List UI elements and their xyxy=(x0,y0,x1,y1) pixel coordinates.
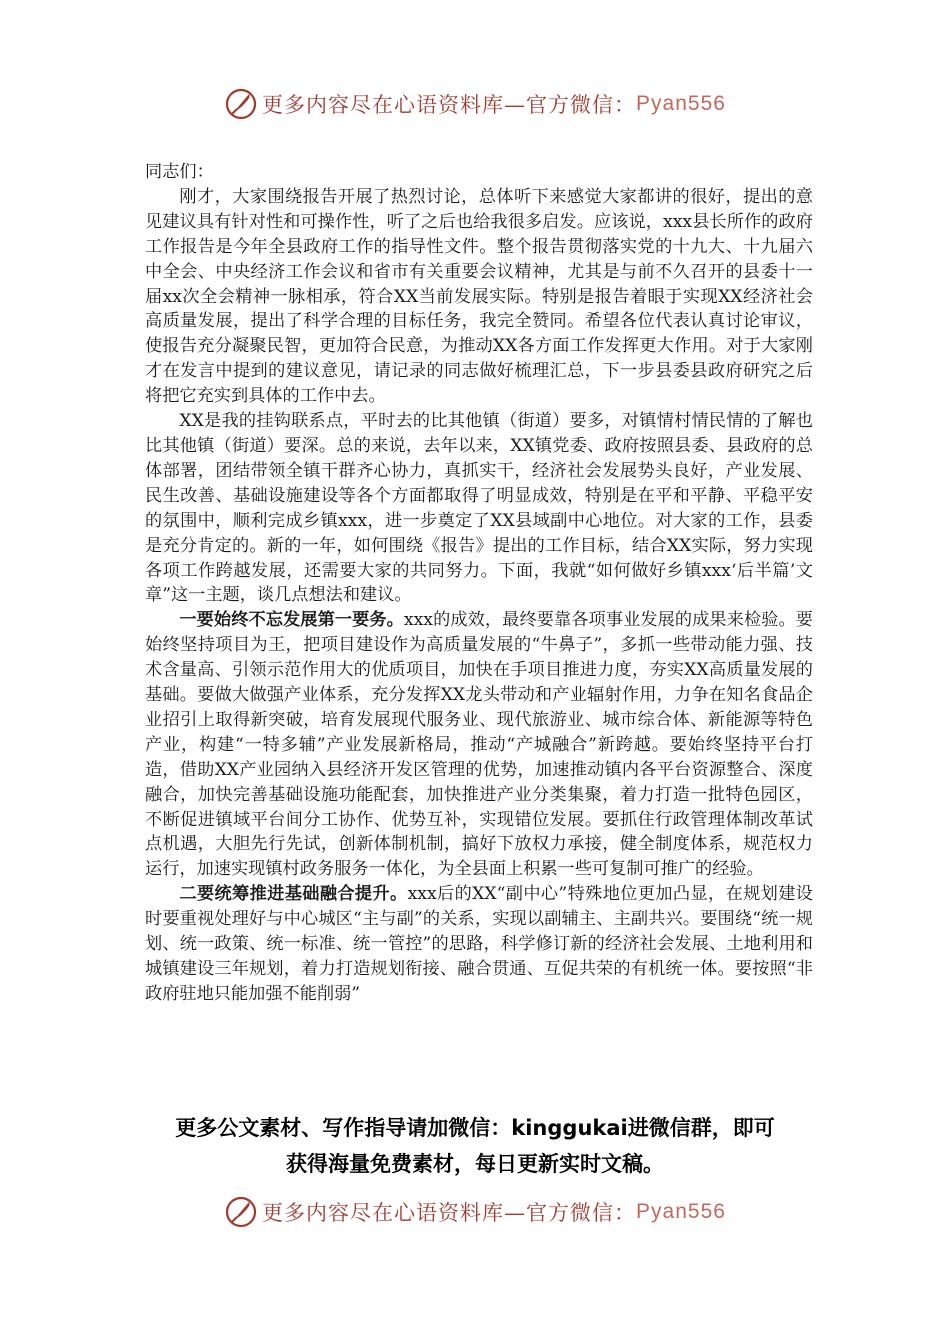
promo-line-2: 获得海量免费素材，每日更新实时文稿。 xyxy=(286,1152,664,1176)
footer-banner xyxy=(0,1192,950,1232)
quill-pen-logo-icon xyxy=(224,87,258,121)
footer-banner-text: 更多内容尽在心语资料库—官方微信： xyxy=(262,1201,637,1225)
paragraph-4 xyxy=(145,882,813,1007)
header-banner xyxy=(0,84,950,124)
paragraph-1 xyxy=(145,185,813,409)
header-wechat-id: Pyan556 xyxy=(636,92,726,115)
footer-wechat-id: Pyan556 xyxy=(636,1200,726,1223)
paragraph-4-heading: 二要统筹推进基础融合提升。 xyxy=(179,884,408,905)
promo-line-1: 更多公文素材、写作指导请加微信：kinggukai进微信群，即可 xyxy=(175,1116,775,1140)
header-banner-text: 更多内容尽在心语资料库—官方微信： xyxy=(262,93,637,117)
promo-notice xyxy=(120,1110,830,1182)
paragraph-1-text: 刚才，大家围绕报告开展了热烈讨论，总体听下来感觉大家都讲的很好，提出的意见建议具有针对性和可操作性，听了之后也给我很多启发。应该说，xxx县长所作的政府工作报告是今年全县政府工作的指导性文件。整个报告贯彻落实党的十九大、十九届六中全会、中央经济工作会议和省市有关重要会议精神，尤其是与前不久召开的县委十一届xx次全会精神一脉相承，符合XX当前发展实际。特别是报告着眼于实现XX经济社会高质量发展，提出了科学合理的目标任务，我完全赞同。希望各位代表认真讨论审议，使报告充分凝聚民智，更加符合民意，为推动XX各方面工作发挥更大作用。对于大家刚才在发言中提到的建议意见，请记录的同志做好梳理汇总，下一步县委县政府研究之后将把它充实到具体的工作中去。 xyxy=(145,186,813,407)
document-body xyxy=(145,160,813,1007)
paragraph-2-text: XX是我的挂钩联系点，平时去的比其他镇（街道）要多，对镇情村情民情的了解也比其他镇（街道）要深。总的来说，去年以来，XX镇党委、政府按照县委、县政府的总体部署，团结带领全镇干群齐心协力，真抓实干，经济社会发展势头良好，产业发展、民生改善、基础设施建设等各个方面都取得了明显成效，特别是在平和平静、平稳平安的氛围中，顺利完成乡镇xxx，进一步奠定了XX县域副中心地位。对大家的工作，县委是充分肯定的。新的一年，如何围绕《报告》提出的工作目标，结合XX实际，努力实现各项工作跨越发展，还需要大家的共同努力。下面，我就“如何做好乡镇xxx‘后半篇’文章”这一主题，谈几点想法和建议。 xyxy=(145,411,813,606)
paragraph-3-heading: 一要始终不忘发展第一要务。 xyxy=(179,610,404,631)
paragraph-3 xyxy=(145,608,813,882)
salutation: 同志们： xyxy=(145,162,214,182)
paragraph-3-text: xxx的成效，最终要靠各项事业发展的成果来检验。要始终坚持项目为王，把项目建设作为高质量发展的“牛鼻子”，多抓一些带动能力强、技术含量高、引领示范作用大的优质项目，加快在手项目推进力度，夯实XX高质量发展的基础。要做大做强产业体系，充分发挥XX龙头带动和产业辐射作用，力争在知名食品企业招引上取得新突破，培育发展现代服务业、现代旅游业、城市综合体、新能源等特色产业，构建“一特多辅”产业发展新格局，推动“产城融合”新跨越。要始终坚持平台打造，借助XX产业园纳入县经济开发区管理的优势，加速推动镇内各平台资源整合、深度融合，加快完善基础设施功能配套，加快推进产业分类集聚，着力打造一批特色园区，不断促进镇域平台间分工协作、优势互补，实现错位发展。要抓住行政管理体制改革试点机遇，大胆先行先试，创新体制机制，搞好下放权力承接，健全制度体系，规范权力运行，加速实现镇村政务服务一体化，为全县面上积累一些可复制可推广的经验。 xyxy=(145,610,813,880)
quill-pen-logo-icon xyxy=(224,1195,258,1229)
paragraph-4-text: xxx后的XX“副中心”特殊地位更加凸显，在规划建设时要重视处理好与中心城区“主与副”的关系，实现以副辅主、主副共兴。要围绕“统一规划、统一政策、统一标准、统一管控”的思路，科学修订新的经济社会发展、土地利用和城镇建设三年规划，着力打造规划衔接、融合贯通、互促共荣的有机统一体。要按照“非政府驻地只能加强不能削弱” xyxy=(145,884,813,1004)
paragraph-2 xyxy=(145,409,813,608)
